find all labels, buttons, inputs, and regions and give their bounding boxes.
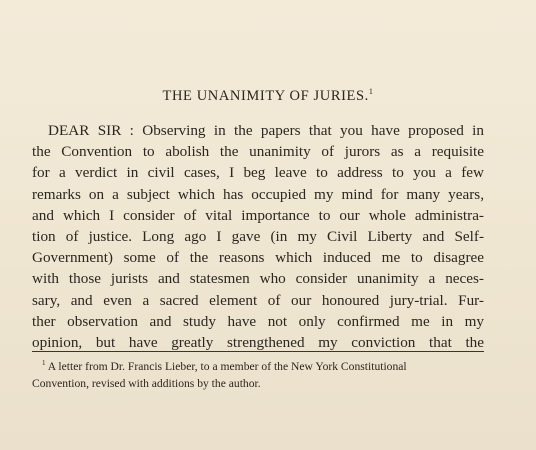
body-line: for a verdict in civil cases, I beg leave to address to you a few [32,164,484,182]
body-line: Government) some of the reasons which induced me to disagree [32,249,484,267]
footnote-line: Convention, revised with additions by the author. [32,377,261,390]
footnote [32,358,484,392]
chapter-title-text: THE UNANIMITY OF JURIES. [162,88,369,104]
body-line: opinion, but have greatly strengthened my conviction that the [32,333,484,351]
body-line: the Convention to abolish the unanimity of jurors as a requisite [32,143,484,161]
body-line: tion of justice. Long ago I gave (in my Civil Liberty and Self- [32,227,484,245]
body-line: DEAR SIR : Observing in the papers that you have proposed in [48,122,484,139]
body-line: with those jurists and statesmen who consider unanimity a neces- [32,270,484,288]
body-text [32,120,484,353]
footnote-line [32,358,484,375]
body-line: ther observation and study have not only confirmed me in my [32,312,484,330]
footnote-line-text: A letter from Dr. Francis Lieber, to a member of the New York Constitutional [47,360,407,373]
body-line: and which I consider of vital importance to our whole administra- [32,206,484,224]
chapter-title [0,88,536,105]
body-line: remarks on a subject which has occupied my mind for many years, [32,185,484,203]
footnote-divider [32,351,484,352]
footnote-marker: 1 [42,359,46,368]
body-line: sary, and even a sacred element of our honoured jury-trial. Fur- [32,291,484,309]
title-footnote-marker: 1 [368,87,374,97]
